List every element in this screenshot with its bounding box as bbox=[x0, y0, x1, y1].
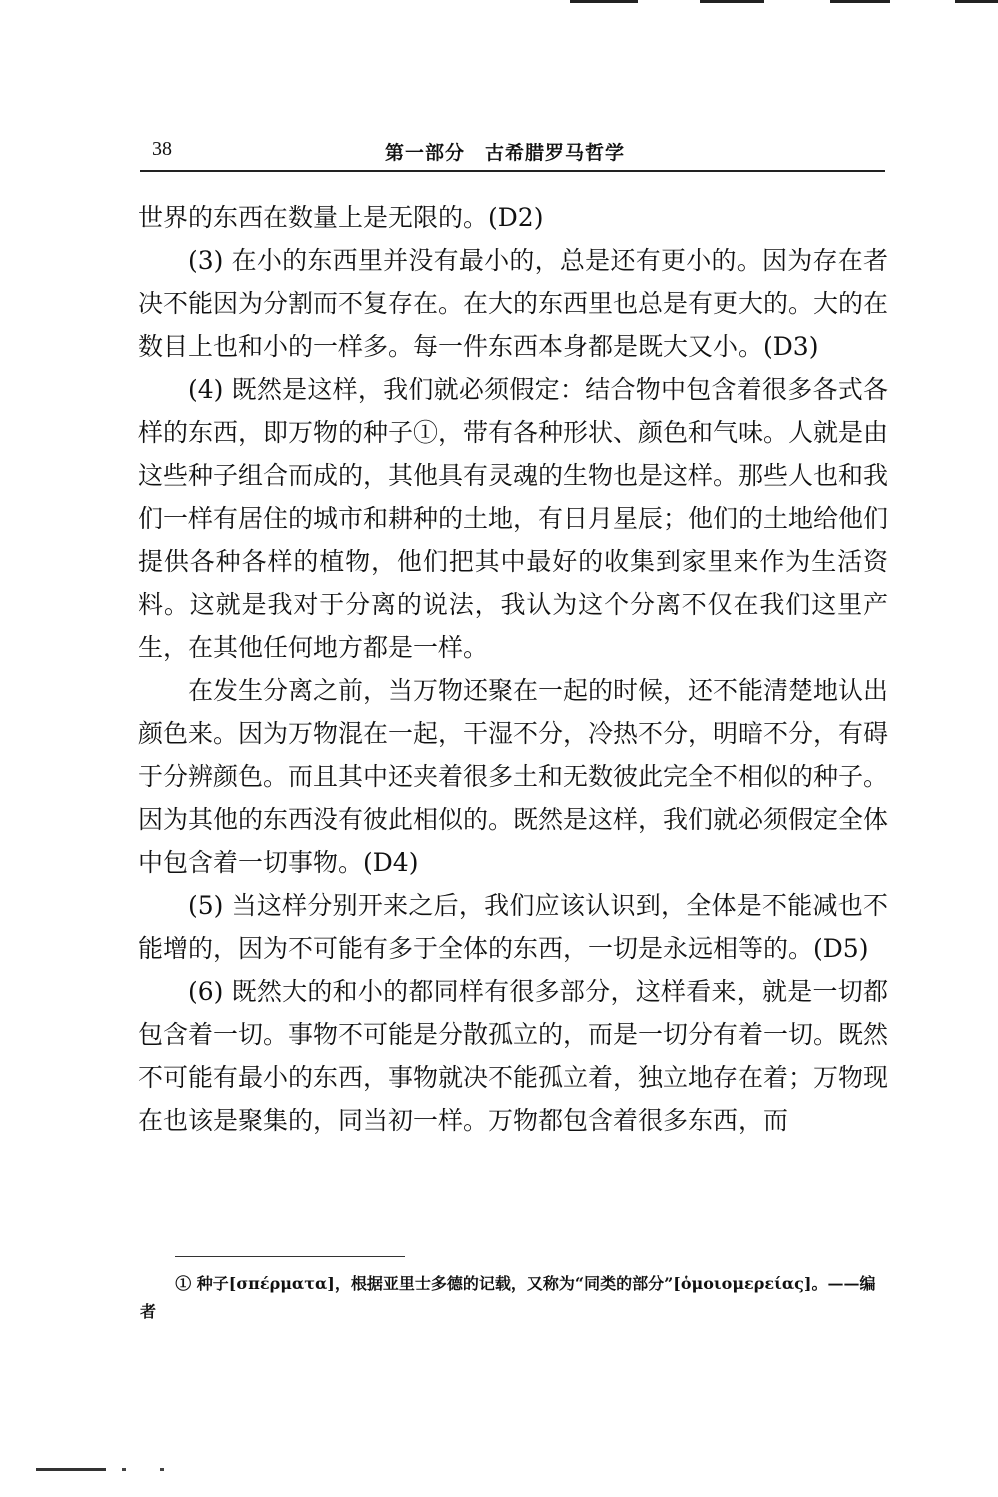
scan-edge-mark bbox=[570, 0, 638, 3]
paragraph: (3) 在小的东西里并没有最小的，总是还有更小的。因为存在者决不能因为分割而不复存在。在大的东西里也总是有更大的。大的在数目上也和小的一样多。每一件东西本身都是既大又小。(D3) bbox=[138, 246, 889, 361]
running-head: 第一部分 古希腊罗马哲学 bbox=[385, 142, 626, 164]
scan-corner-mark bbox=[36, 1468, 106, 1471]
scan-corner-dot bbox=[160, 1468, 164, 1471]
paragraph: 世界的东西在数量上是无限的。(D2) bbox=[138, 203, 544, 232]
scan-edge-mark bbox=[700, 0, 764, 3]
footnote-rule bbox=[175, 1256, 405, 1257]
footnote bbox=[140, 1270, 885, 1326]
paragraph: (4) 既然是这样，我们就必须假定：结合物中包含着很多各式各样的东西，即万物的种子①，带有各种形状、颜色和气味。人就是由这些种子组合而成的，其他具有灵魂的生物也是这样。那些人也和我们一样有居住的城市和耕种的土地，有日月星辰；他们的土地给他们提供各种各样的植物，他们把其中最好的收集到家里来作为生活资料。这就是我对于分离的说法，我认为这个分离不仅在我们这里产生，在其他任何地方都是一样。 bbox=[138, 375, 889, 662]
body-text bbox=[138, 196, 888, 1142]
scan-edge-mark bbox=[830, 0, 890, 3]
page-header bbox=[140, 138, 885, 172]
scan-edge-mark bbox=[955, 0, 998, 3]
paragraph: 在发生分离之前，当万物还聚在一起的时候，还不能清楚地认出颜色来。因为万物混在一起，干湿不分，冷热不分，明暗不分，有碍于分辨颜色。而且其中还夹着很多土和无数彼此完全不相似的种子。因为其他的东西没有彼此相似的。既然是这样，我们就必须假定全体中包含着一切事物。(D4) bbox=[138, 676, 889, 877]
scan-corner-dot bbox=[122, 1468, 126, 1471]
footnote-text: ① 种子[σπέρματα]，根据亚里士多德的记载，又称为“同类的部分”[ὁμοιομερείας]。——编者 bbox=[140, 1274, 876, 1321]
page-number: 38 bbox=[152, 138, 172, 160]
header-rule bbox=[140, 170, 885, 172]
paragraph: (5) 当这样分别开来之后，我们应该认识到，全体是不能减也不能增的，因为不可能有多于全体的东西，一切是永远相等的。(D5) bbox=[138, 891, 888, 963]
paragraph: (6) 既然大的和小的都同样有很多部分，这样看来，就是一切都包含着一切。事物不可能是分散孤立的，而是一切分有着一切。既然不可能有最小的东西，事物就决不能孤立着，独立地存在着；万物现在也该是聚集的，同当初一样。万物都包含着很多东西，而 bbox=[138, 977, 889, 1135]
